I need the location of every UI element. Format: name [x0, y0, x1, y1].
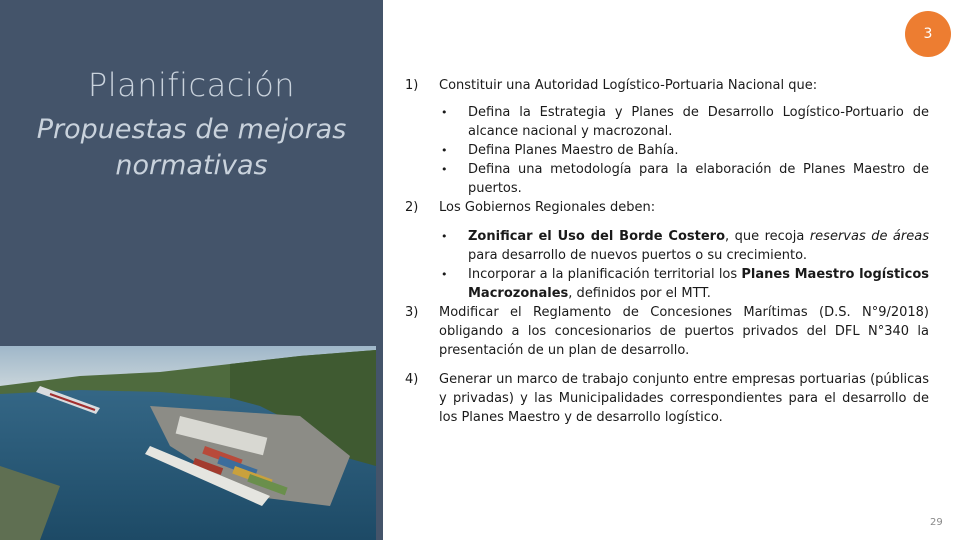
bullet-text: Defina la Estrategia y Planes de Desarrollo Logístico-Portuario de alcance nacional y macrozonal. [468, 105, 929, 139]
item-text: Los Gobiernos Regionales deben: [439, 200, 656, 215]
bullet-item: • Incorporar a la planificación territorial los Planes Maestro logísticos Macrozonales, definidos por el MTT. [441, 267, 929, 301]
list-item [405, 198, 929, 217]
item-number: 4) [405, 372, 419, 387]
item-text: Constituir una Autoridad Logístico-Portuaria Nacional que: [439, 78, 818, 93]
bullet-item: • Zonificar el Uso del Borde Costero, que recoja reservas de áreas para desarrollo de nuevos puertos o su crecimiento. [441, 229, 929, 263]
bullet-bold-text: Zonificar el Uso del Borde Costero [468, 229, 726, 244]
page-number: 29 [930, 517, 943, 528]
item-number: 1) [405, 78, 419, 93]
bullet-icon: • [441, 163, 448, 176]
bullet-text: Defina Planes Maestro de Bahía. [468, 143, 679, 158]
item-number: 3) [405, 305, 419, 320]
proposals-list [405, 76, 929, 427]
port-illustration [0, 346, 376, 540]
port-aerial-photo [0, 346, 376, 540]
subtitle-line-2: normativas [115, 150, 268, 181]
bullet-item [405, 160, 929, 198]
item-text: Generar un marco de trabajo conjunto entre empresas portuarias (públicas y privadas) y las Municipalidades correspondientes para el desarrollo de los Planes Maestro y de desarrollo logístico. [439, 372, 929, 425]
slide-title: Planificación [87, 66, 296, 104]
bullet-italic-text: reservas de áreas [809, 229, 929, 244]
bullet-icon: • [441, 144, 448, 157]
slide-number-badge: 3 [905, 11, 951, 57]
bullet-icon: • [441, 106, 448, 119]
list-item [405, 76, 929, 95]
item-number: 2) [405, 200, 419, 215]
bullet-bold-text: Planes Maestro logísticos Macrozonales [468, 267, 929, 301]
bullet-icon: • [441, 230, 448, 243]
bullet-text: Defina una metodología para la elaboración de Planes Maestro de puertos. [468, 162, 929, 196]
list-item [405, 303, 929, 360]
list-item [405, 370, 929, 427]
bullet-icon: • [441, 268, 448, 281]
bullet-item [405, 141, 929, 160]
slide-subtitle [0, 112, 383, 184]
item-text: Modificar el Reglamento de Concesiones Marítimas (D.S. N°9/2018) obligando a los concesionarios de puertos privados del DFL N°340 la presentación de un plan de desarrollo. [439, 305, 929, 358]
bullet-item [405, 103, 929, 141]
subtitle-line-1: Propuestas de mejoras [36, 114, 347, 145]
